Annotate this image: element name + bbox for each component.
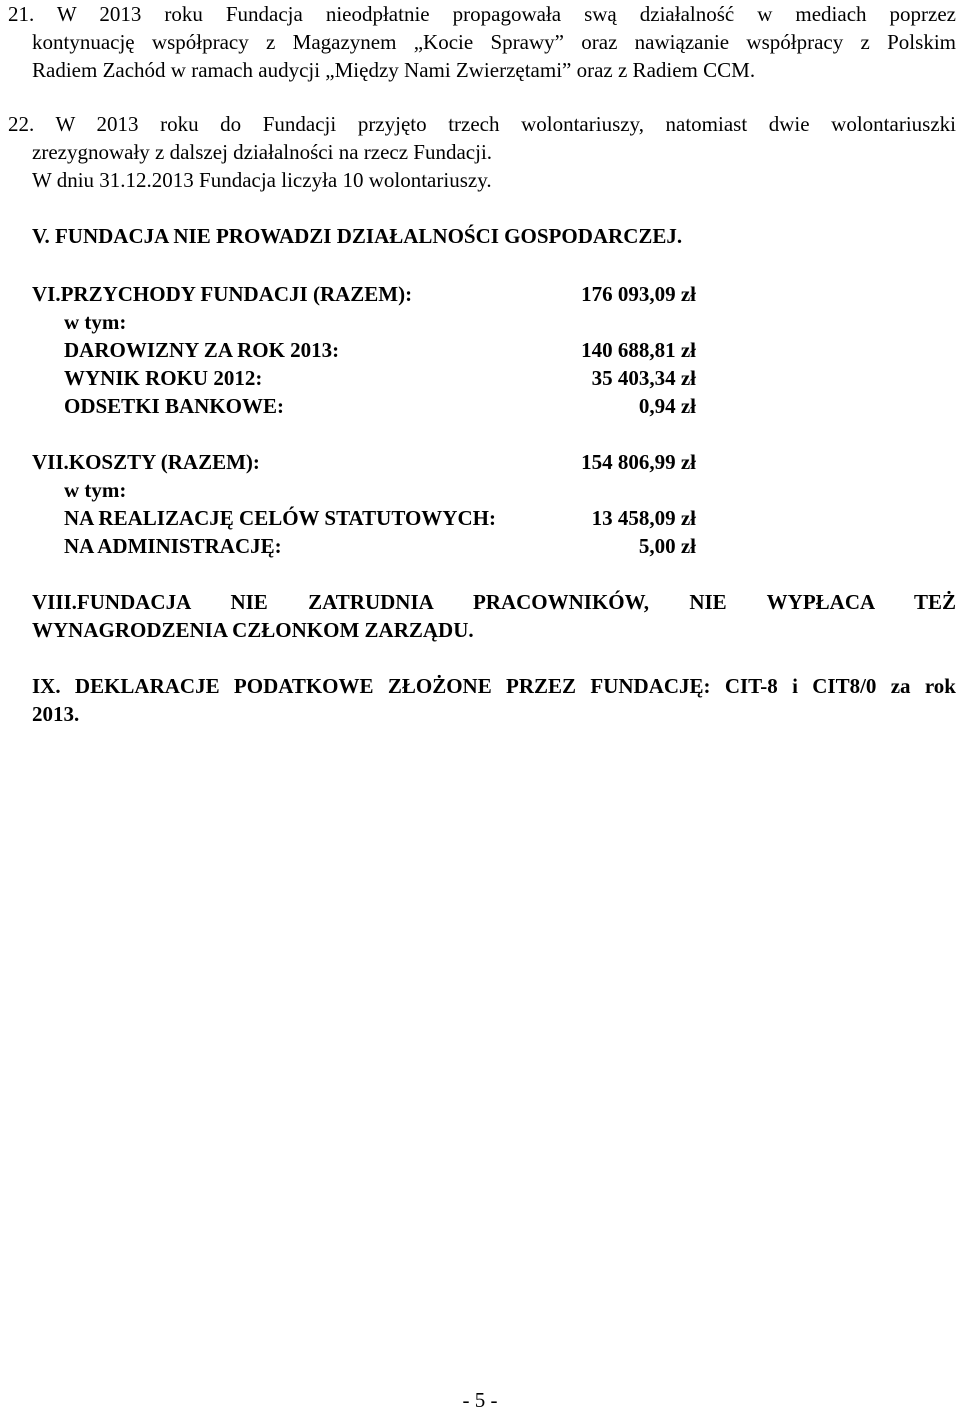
- item-22-line-2: zrezygnowały z dalszej działalności na rzecz Fundacji.: [32, 140, 493, 164]
- section-9-line-1: IX. DEKLARACJE PODATKOWE ZŁOŻONE PRZEZ FUNDACJĘ: CIT-8 i CIT8/0 za rok: [32, 674, 956, 698]
- item-22-line-1: 22. W 2013 roku do Fundacji przyjęto trzech wolontariuszy, natomiast dwie wolontariuszki: [8, 112, 956, 136]
- section-6-total: 176 093,09 zł: [581, 282, 696, 306]
- income-row-label: DAROWIZNY ZA ROK 2013:: [64, 338, 340, 362]
- section-8-line-1: VIII.FUNDACJA NIE ZATRUDNIA PRACOWNIKÓW, NIE WYPŁACA TEŻ: [32, 590, 956, 614]
- section-7-heading: VII.KOSZTY (RAZEM):: [32, 450, 260, 474]
- section-6-in-which: w tym:: [64, 310, 127, 334]
- page-number: - 5 -: [462, 1388, 498, 1412]
- income-row-label: ODSETKI BANKOWE:: [64, 394, 284, 418]
- cost-row-amount: 5,00 zł: [638, 534, 696, 558]
- section-8-line-2: WYNAGRODZENIA CZŁONKOM ZARZĄDU.: [32, 618, 474, 642]
- section-5-heading: V. FUNDACJA NIE PROWADZI DZIAŁALNOŚCI GOSPODARCZEJ.: [32, 224, 683, 248]
- income-row-amount: 0,94 zł: [638, 394, 696, 418]
- cost-row-label: NA REALIZACJĘ CELÓW STATUTOWYCH:: [64, 506, 496, 530]
- section-7-total: 154 806,99 zł: [581, 450, 696, 474]
- item-22-line-3: W dniu 31.12.2013 Fundacja liczyła 10 wolontariuszy.: [32, 168, 492, 192]
- item-21-line-3: Radiem Zachód w ramach audycji „Między Nami Zwierzętami” oraz z Radiem CCM.: [32, 58, 756, 82]
- section-6-heading: VI.PRZYCHODY FUNDACJI (RAZEM):: [32, 282, 413, 306]
- income-row-amount: 140 688,81 zł: [581, 338, 696, 362]
- item-21-line-1: 21. W 2013 roku Fundacja nieodpłatnie propagowała swą działalność w mediach poprzez: [8, 2, 956, 26]
- income-row-amount: 35 403,34 zł: [591, 366, 696, 390]
- section-7-in-which: w tym:: [64, 478, 127, 502]
- income-row-label: WYNIK ROKU 2012:: [64, 366, 263, 390]
- cost-row-amount: 13 458,09 zł: [591, 506, 696, 530]
- cost-row-label: NA ADMINISTRACJĘ:: [64, 534, 282, 558]
- section-9-line-2: 2013.: [32, 702, 80, 726]
- item-21-line-2: kontynuację współpracy z Magazynem „Kocie Sprawy” oraz nawiązanie współpracy z Polskim: [32, 30, 956, 54]
